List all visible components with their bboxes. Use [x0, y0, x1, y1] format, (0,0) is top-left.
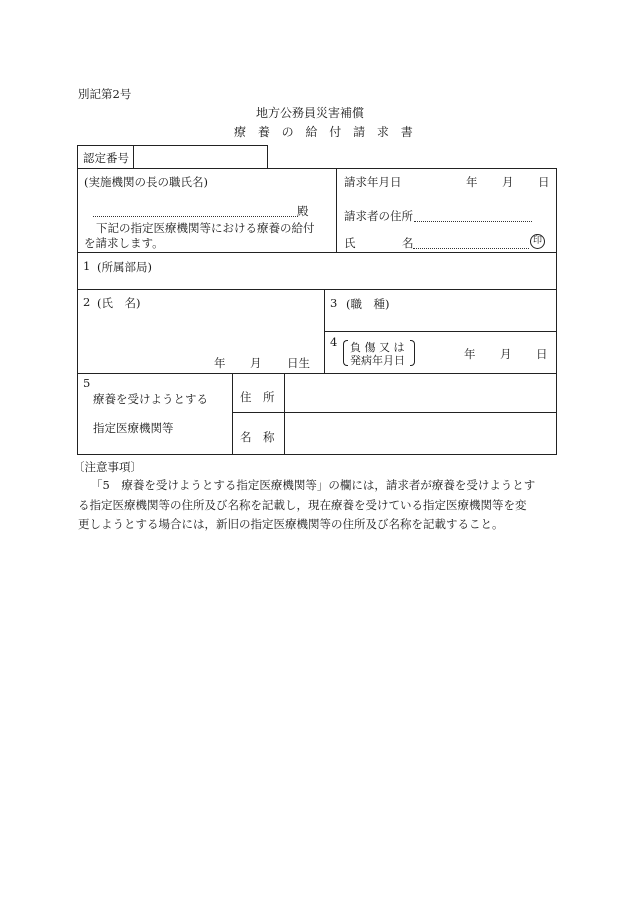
field1-label: (所属部局) — [97, 260, 152, 274]
addressee-label: (実施機関の長の職氏名) — [84, 175, 208, 189]
field2-birth-day: 日生 — [287, 356, 310, 370]
field5-label-2: 指定医療機関等 — [93, 421, 174, 435]
field4-month: 月 — [500, 347, 512, 361]
field2-number: 2 — [83, 295, 91, 309]
document-title-line1: 地方公務員災害補償 — [256, 106, 365, 120]
field4-bracket-left — [343, 340, 348, 366]
field5-address-input[interactable] — [288, 377, 552, 409]
field4-bracket-right — [410, 340, 415, 366]
field5-name-label: 名 称 — [240, 430, 275, 444]
claimant-address-label: 請求者の住所 — [344, 209, 413, 223]
notes-line1: 「5 療養を受けようとする指定医療機関等」の欄には，請求者が療養を受けようとす — [91, 478, 536, 492]
claimant-name-line[interactable] — [413, 248, 529, 249]
form-number: 別記第2号 — [78, 87, 132, 101]
field5-address-label: 住 所 — [240, 390, 275, 404]
field5-number: 5 — [83, 376, 91, 390]
field2-birth-year: 年 — [214, 356, 226, 370]
field4-number: 4 — [330, 335, 338, 349]
field4-day: 日 — [536, 347, 548, 361]
field3-label: (職 種) — [346, 297, 390, 311]
claim-date-month: 月 — [502, 175, 514, 189]
claim-date-day: 日 — [538, 175, 550, 189]
field3-number: 3 — [330, 296, 338, 310]
field2-birth-month: 月 — [250, 356, 262, 370]
notes-line2: る指定医療機関等の住所及び名称を記載し，現在療養を受けている指定医療機関等を変 — [78, 498, 527, 512]
addressee-line[interactable] — [93, 216, 298, 217]
field1-number: 1 — [83, 259, 91, 273]
claim-date-label: 請求年月日 — [344, 175, 402, 189]
honorific-dono: 殿 — [297, 204, 309, 218]
claimant-name-label-1: 氏 — [344, 236, 356, 250]
field4-year: 年 — [464, 347, 476, 361]
claimant-address-line[interactable] — [414, 221, 532, 222]
document-title-line2: 療 養 の 給 付 請 求 書 — [234, 125, 417, 139]
field2-label: (氏 名) — [97, 296, 141, 310]
cert-number-label: 認定番号 — [83, 151, 129, 165]
request-text-line2: を請求します。 — [84, 236, 164, 250]
cert-number-field[interactable] — [136, 148, 264, 166]
field5-name-input[interactable] — [288, 416, 552, 450]
notes-heading: 〔注意事項〕 — [73, 460, 142, 474]
request-text-line1: 下記の指定医療機関等における療養の給付 — [96, 221, 315, 235]
field4-label-1: 負 傷 又 は — [350, 341, 405, 354]
notes-line3: 更しようとする場合には，新旧の指定医療機関等の住所及び名称を記載すること。 — [78, 517, 504, 531]
field5-label-1: 療養を受けようとする — [93, 392, 208, 406]
claim-date-year: 年 — [466, 175, 478, 189]
seal-mark: 印 — [530, 234, 545, 249]
field4-label-2: 発病年月日 — [350, 354, 405, 367]
claimant-name-label-2: 名 — [402, 236, 414, 250]
